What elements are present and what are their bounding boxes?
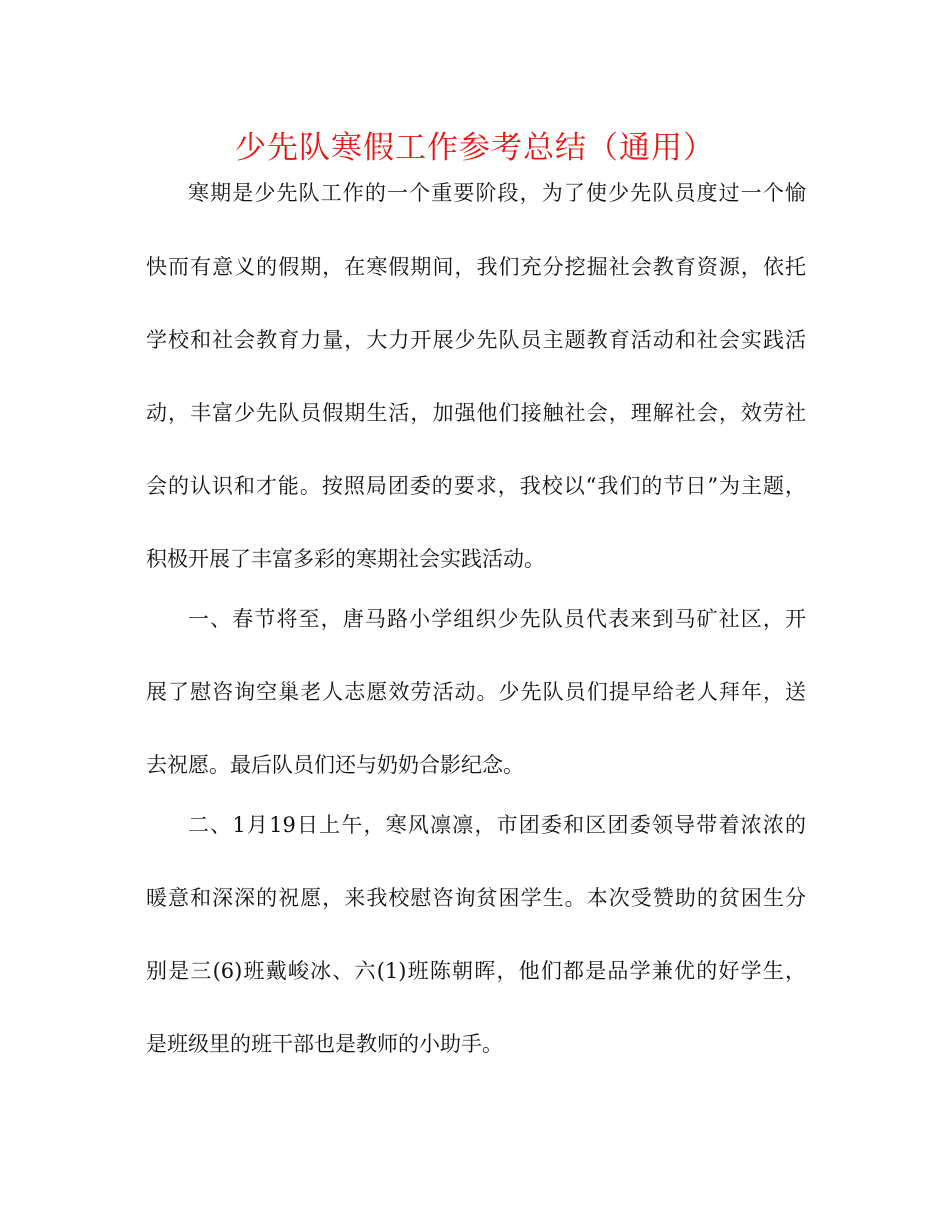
paragraph-2-line-2: 展了慰咨询空巢老人志愿效劳活动。少先队员们提早给老人拜年，送 <box>146 680 806 704</box>
paragraph-3-line-1: 二、1月19日上午，寒风凛凛，市团委和区团委领导带着浓浓的 <box>188 813 806 837</box>
paragraph-3-line-2: 暖意和深深的祝愿，来我校慰咨询贫困学生。本次受赞助的贫困生分 <box>146 886 806 910</box>
paragraph-1-line-1: 寒期是少先队工作的一个重要阶段，为了使少先队员度过一个愉 <box>188 181 806 205</box>
paragraph-3-line-3: 别是三(6)班戴峻冰、六(1)班陈朝晖，他们都是品学兼优的好学生， <box>146 959 806 983</box>
paragraph-3-line-4: 是班级里的班干部也是教师的小助手。 <box>146 1032 503 1056</box>
paragraph-1-line-2: 快而有意义的假期，在寒假期间，我们充分挖掘社会教育资源，依托 <box>146 255 806 279</box>
paragraph-1-line-6: 积极开展了丰富多彩的寒期社会实践活动。 <box>146 547 545 571</box>
paragraph-2-line-1: 一、春节将至，唐马路小学组织少先队员代表来到马矿社区，开 <box>188 607 806 631</box>
paragraph-1-line-4: 动，丰富少先队员假期生活，加强他们接触社会，理解社会，效劳社 <box>146 401 806 425</box>
paragraph-1-line-3: 学校和社会教育力量，大力开展少先队员主题教育活动和社会实践活 <box>146 328 806 352</box>
paragraph-1-line-5: 会的认识和才能。按照局团委的要求，我校以“我们的节日”为主题， <box>146 474 806 498</box>
document-title: 少先队寒假工作参考总结（通用） <box>235 130 715 166</box>
paragraph-2-line-3: 去祝愿。最后队员们还与奶奶合影纪念。 <box>146 753 524 777</box>
